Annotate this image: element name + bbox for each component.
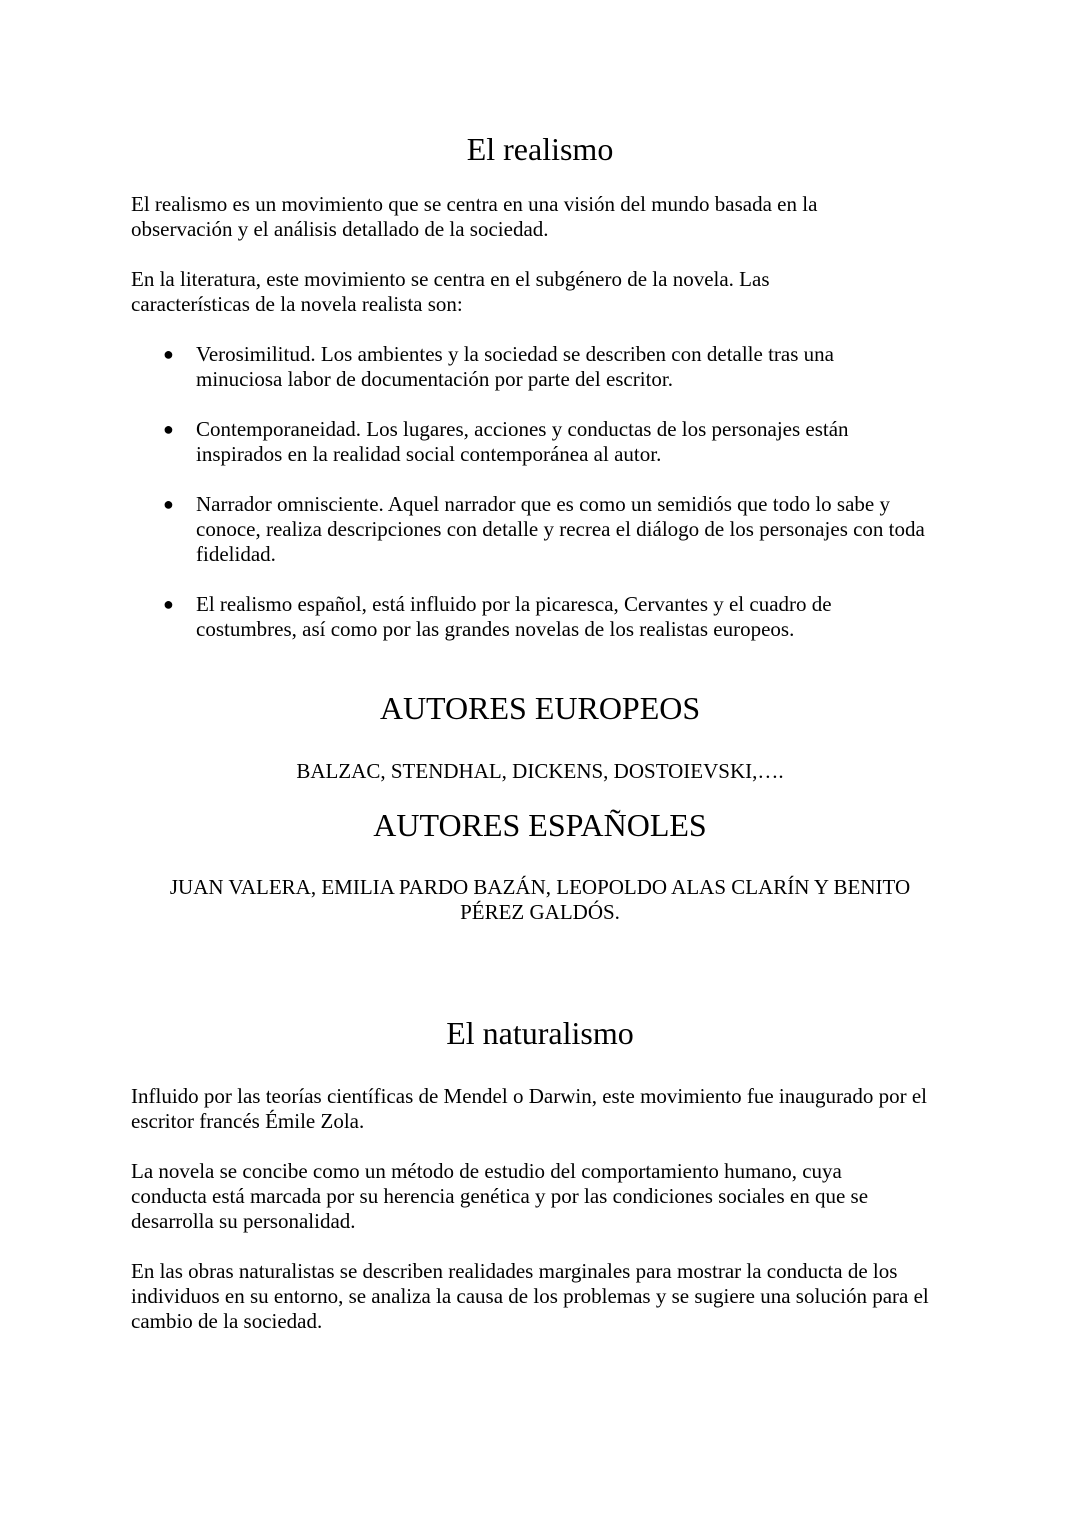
list-item-text: Contemporaneidad. Los lugares, acciones y conductas de los personajes están inspirados en la realidad social contemporánea al autor. xyxy=(196,417,849,466)
paragraph: Influido por las teorías científicas de Mendel o Darwin, este movimiento fue inaugurado por el escritor francés Émile Zola. xyxy=(131,1084,928,1133)
paragraph: En las obras naturalistas se describen realidades marginales para mostrar la conducta de los individuos en su entorno, se analiza la causa de los problemas y se sugiere una solución para el cambio de la sociedad. xyxy=(131,1259,929,1333)
autores-europeos-names: BALZAC, STENDHAL, DICKENS, DOSTOIEVSKI,…. xyxy=(296,759,784,783)
naturalismo-title: El naturalismo xyxy=(446,1015,634,1051)
list-item-text: Narrador omnisciente. Aquel narrador que es como un semidiós que todo lo sabe y conoce, realiza descripciones con detalle y recrea el diálogo de los personajes con toda fidelidad. xyxy=(196,492,925,566)
naturalismo-para-1 xyxy=(131,1084,946,1134)
list-item-text: Verosimilitud. Los ambientes y la sociedad se describen con detalle tras una minuciosa labor de documentación por parte del escritor. xyxy=(196,342,834,391)
paragraph: La novela se concibe como un método de estudio del comportamiento humano, cuya conducta está marcada por su herencia genética y por las condiciones sociales en que se desarrolla su personalidad. xyxy=(131,1159,869,1233)
realismo-title: El realismo xyxy=(466,131,614,167)
list-item-text: El realismo español, está influido por la picaresca, Cervantes y el cuadro de costumbres, así como por las grandes novelas de los realistas europeos. xyxy=(196,592,832,641)
bullet-icon: ● xyxy=(163,494,174,514)
autores-espanoles-title: AUTORES ESPAÑOLES xyxy=(373,807,707,843)
bullet-icon: ● xyxy=(163,419,174,439)
naturalismo-para-2 xyxy=(131,1159,906,1234)
bullet-icon: ● xyxy=(163,594,174,614)
realismo-intro-1 xyxy=(131,192,851,242)
autores-espanoles-names: JUAN VALERA, EMILIA PARDO BAZÁN, LEOPOLDO ALAS CLARÍN Y BENITO PÉREZ GALDÓS. xyxy=(169,875,911,924)
naturalismo-para-3 xyxy=(131,1259,946,1334)
realismo-intro-2 xyxy=(131,267,811,317)
paragraph: El realismo es un movimiento que se centra en una visión del mundo basada en la observación y el análisis detallado de la sociedad. xyxy=(131,192,818,241)
autores-europeos-title: AUTORES EUROPEOS xyxy=(379,690,701,726)
bullet-icon: ● xyxy=(163,344,174,364)
paragraph: En la literatura, este movimiento se centra en el subgénero de la novela. Las características de la novela realista son: xyxy=(131,267,770,316)
